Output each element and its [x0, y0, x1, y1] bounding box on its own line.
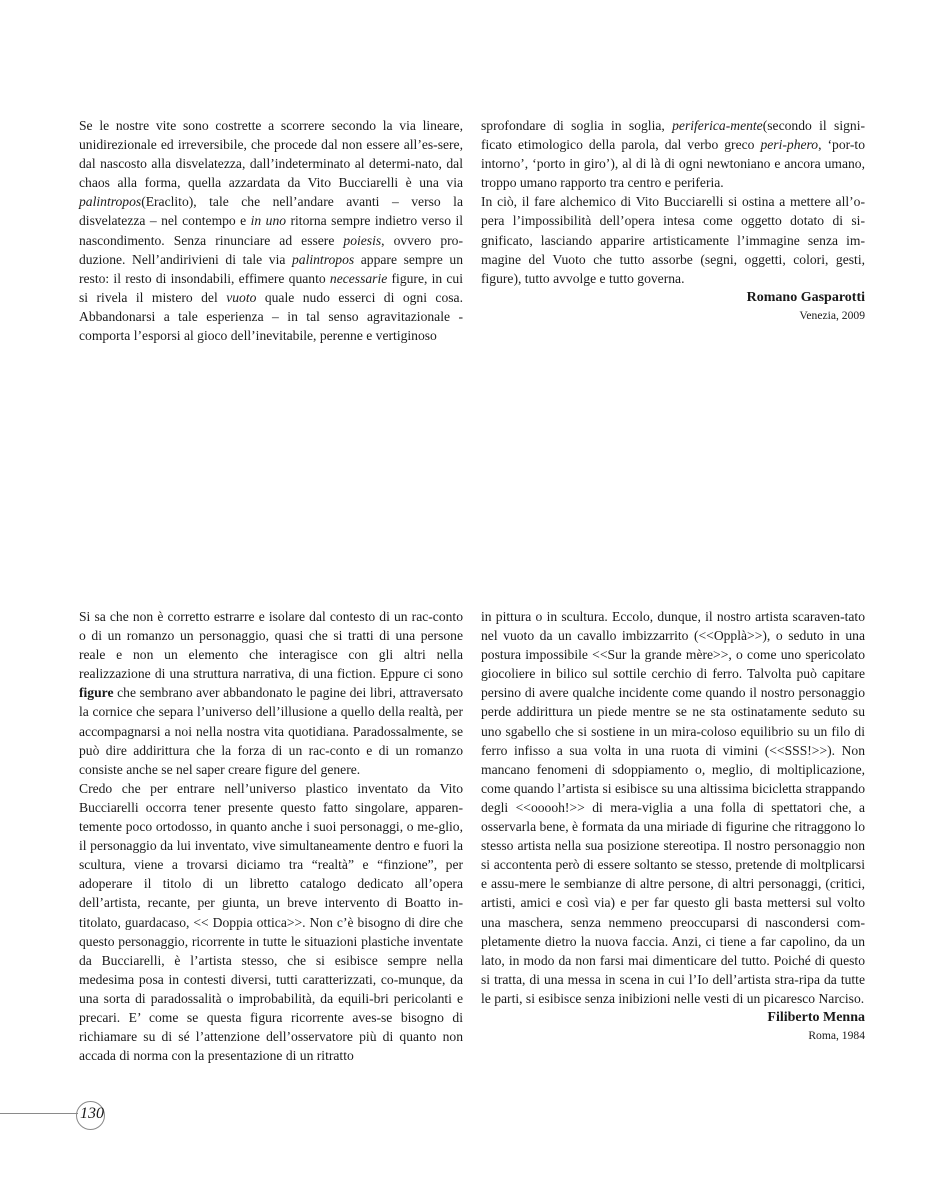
italic-term: vuoto	[226, 289, 257, 305]
essay2-paragraph-3: in pittura o in scultura. Eccolo, dunque, il nostro artista scaraven-tato nel vuoto da un cavallo imbizzarrito (<<Opplà>>), o seduto in una postura impossibile <<Sur la grande mère>>, o come uno spericolato giocoliere in bilico sul sottile cerchio di ferro. Talvolta può capitare persino di avere qualche incidente come quando il nostro personaggio perde addirittura un piede mentre se ne sta ostinatamente seduto su uno sgabello che si sostiene in un mira-coloso equilibrio su un filo di ferro infisso a sua volta in una ruota di vimini (<<SSS!>>). Non mancano fenomeni di sdoppiamento o, meglio, di moltiplicazione, come quando l’artista si esibisce su una altissima bicicletta strappando degli <<ooooh!>> di mera-viglia a una folla di spettatori che, a osservarla bene, è formata da una miriade di figurine che ritraggono lo stesso artista nella sua posizione stereotipa. Il nostro personaggio non si accontenta però di essere soltanto se stesso, pretende di moltplicarsi e assu-mere le sembianze di altre persone, di altri personaggi, (critici, artisti, amici e così via) e per far questo gli basta mettersi sul volto una maschera, senza nemmeno preoccuparsi di nascondersi com-pletamente dietro la nuova faccia. Anzi, ci tiene a far capolino, da un lato, in modo da non farsi mai dimenticare del tutto. Poiché di questo si tratta, di una messa in scena in cui l’Io dell’artista stra-ripa da tutte le parti, si esibisce senza inibizioni nelle vesti di un picaresco Narciso.	[481, 609, 865, 1006]
essay2-paragraph-2: Credo che per entrare nell’universo plastico inventato da Vito Bucciarelli occorra tener presente questo fatto singolare, apparen-temente poco ortodosso, in quanto anche i suoi personaggi, o me-glio, il personaggio da lui inventato, vive simultaneamente dentro e fuori la scultura, viene a trovarsi diciamo tra “realtà” e “finzione”, per adoperare il titolo di un libretto catalogo dedicato all’opera dell’artista, recante, per giunta, un breve intervento di Boatto in-titolato, guardacaso, << Doppia ottica>>. Non c’è bisogno di dire che questo personaggio, ricorrente in tutte le situazioni plastiche inventate da Bucciarelli, è l’artista stesso, che si esibisce sempre nella medesima posa in contesti diversi, tutti caratterizzati, co-munque, da una sorta di paradossalità o improbabilità, da equili-bri pericolanti e precari. E’ come se questa figura ricorrente aves-se bisogno di richiamare su di sé l’attenzione dell’osservatore più di quanto non accada di norma con la presentazione di un ritratto	[79, 780, 463, 1064]
italic-term: in uno	[250, 213, 287, 229]
bold-term: figure	[79, 685, 114, 701]
page-number-rule	[0, 1113, 78, 1114]
text-run: sprofondare di soglia in soglia,	[481, 118, 673, 133]
essay2-column-left	[79, 607, 463, 1065]
essay1-column-left	[79, 116, 463, 345]
text-run: ritorna sempre indietro verso il nascondimento. Senza rinunciare ad essere	[79, 213, 463, 248]
essay2-column-right	[481, 607, 865, 1044]
italic-term: poiesis	[343, 232, 382, 248]
italic-term: periferica-mente	[672, 118, 763, 133]
italic-term: palintropos	[291, 251, 355, 267]
italic-term: necessarie	[329, 270, 388, 286]
text-run: figure, in cui si rivela il mistero del	[79, 270, 463, 305]
essay1-paragraph-1	[79, 116, 463, 345]
essay2-author: Filiberto Menna	[767, 1009, 865, 1025]
page-number: 130	[80, 1105, 104, 1122]
italic-term: palintropos	[79, 194, 142, 210]
essay1-column-right	[481, 116, 865, 324]
italic-term: peri-phero	[760, 137, 819, 153]
essay2-place-date: Roma, 1984	[808, 1028, 865, 1042]
essay1-signature	[481, 288, 865, 324]
text-run: (secondo il signi-ficato etimologico della parola, dal verbo greco	[481, 118, 865, 153]
text-run: che sembrano aver abbandonato le pagine dei libri, attraversato la cornice che separa l’universo dell’illusione a quello della realtà, per accompagnarsi a noi nella nostra vita quotidiana. Paradossalmente, se può dire addirittura che la forza di un rac-conto e di un romanzo consiste anche se nel saper creare figure del genere.	[79, 685, 463, 777]
text-run: Se le nostre vite sono costrette a scorrere secondo la via lineare, unidirezionale ed irreversibile, che procede dal non essere all’es-sere, dal nascosto alla disvelatezza, dall’indeterminato al determi-nato, dal chaos alla forma, quella azzardata da Vito Bucciarelli è una via	[79, 118, 463, 191]
essay2-paragraph-1	[79, 607, 463, 779]
text-run: (Eraclito), tale che nell’andare avanti – verso la disvelatezza – nel contempo e	[79, 194, 463, 229]
text-run: Si sa che non è corretto estrarre e isolare dal contesto di un rac-conto o di un romanzo un personaggio, quasi che si tratti di una persone reale e non un elemento che interagisce con gli altri nella realizzazione di una struttura narrativa, di una fiction. Eppure ci sono	[79, 609, 463, 682]
essay1-paragraph-2	[481, 116, 865, 192]
text-run: appare sempre un resto: il resto di insondabili, effimere quanto	[79, 251, 463, 286]
essay1-paragraph-3: In ciò, il fare alchemico di Vito Bucciarelli si ostina a mettere all’o-pera l’impossibilità dell’opera intesa come oggetto dotato di si-gnificato, lasciando apparire artisticamente l’immagine senza im-magine del Vuoto che tutto assorbe (segni, oggetti, colori, gesti, figure), tutto avvolge e tutto governa.	[481, 194, 865, 286]
essay1-place-date: Venezia, 2009	[799, 308, 865, 322]
essay2-signature	[481, 1008, 865, 1044]
text-run: quale nudo esserci di ogni cosa. Abbandonarsi a tale esperienza – in tal senso agravitazionale - comporta l’esporsi al gioco dell’inevitabile, perenne e vertiginoso	[79, 289, 463, 344]
text-run: , ovvero pro-duzione. Nell’andirivieni di tale via	[79, 232, 463, 267]
text-run: , ‘por-to intorno’, ‘porto in giro’), al di là di ogni newtoniano e ancora umano, troppo umano rapporto tra centro e periferia.	[481, 137, 865, 191]
essay1-author: Romano Gasparotti	[746, 289, 865, 305]
